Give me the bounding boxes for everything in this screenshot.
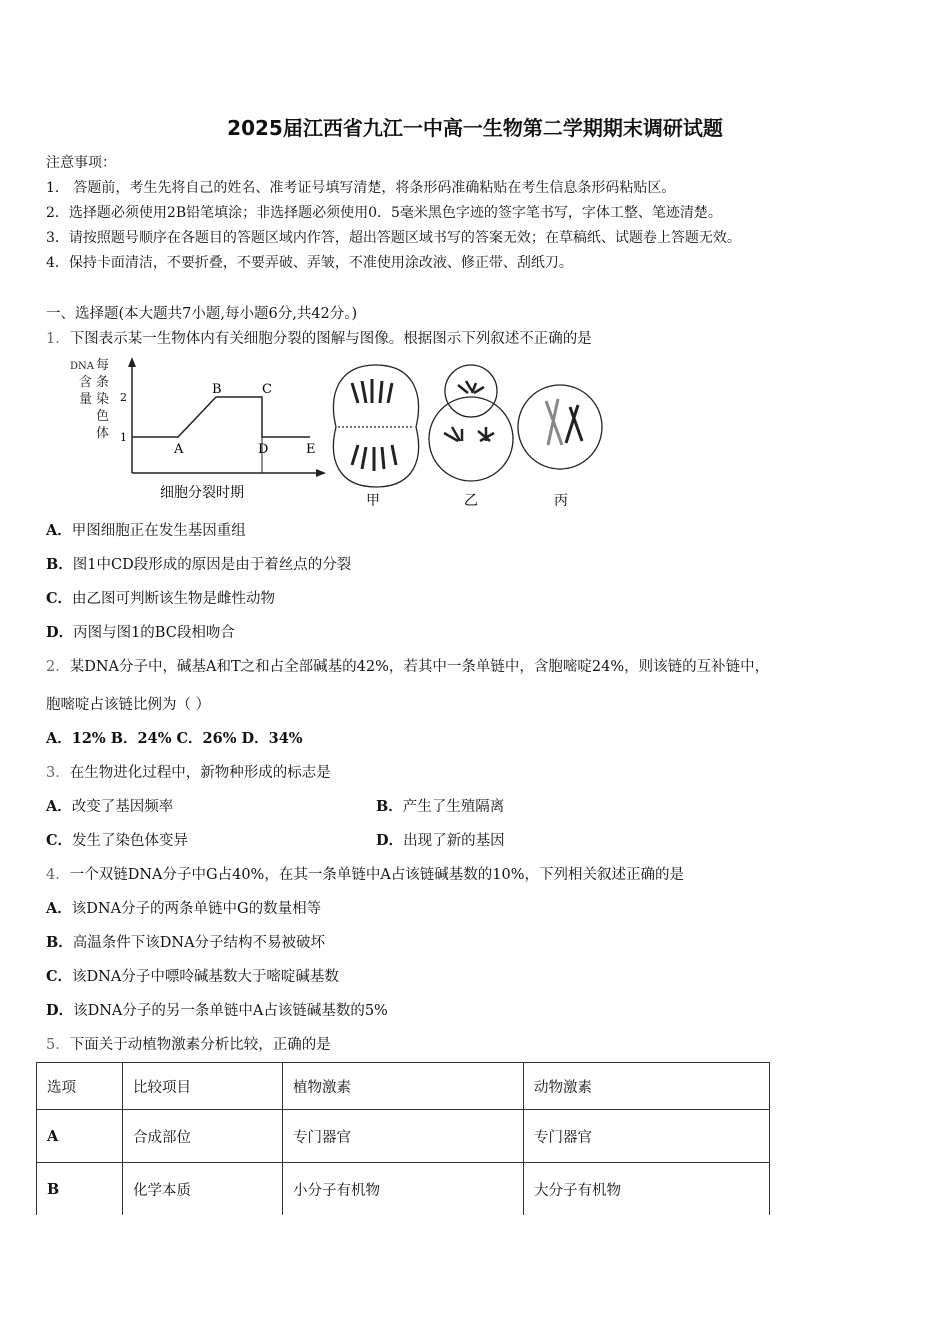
table-cell: 大分子有机物	[524, 1163, 770, 1216]
notes-item: 2．选择题必须使用2B铅笔填涂；非选择题必须使用0．5毫米黑色字迹的签字笔书写，字体工整、笔迹清楚。	[46, 205, 722, 221]
cell-label: 乙	[464, 493, 478, 509]
question-2-stem-cont: 胞嘧啶占该链比例为（ ）	[46, 697, 211, 713]
q1-option: D．丙图与图1的BC段相吻合	[46, 624, 235, 641]
question-text: 下图表示某一生物体内有关细胞分裂的图解与图像。根据图示下列叙述不正确的是	[69, 331, 592, 347]
table-header-cell: 植物激素	[283, 1063, 524, 1110]
q4-option: B．高温条件下该DNA分子结构不易被破坏	[46, 934, 326, 951]
table-header-cell: 动物激素	[524, 1063, 770, 1110]
notes-heading: 注意事项：	[46, 155, 116, 171]
y-tick-2: 2	[120, 391, 127, 404]
point-label: E	[306, 442, 316, 457]
table-cell: 合成部位	[123, 1110, 283, 1163]
table-cell: A	[37, 1110, 123, 1163]
question-1-stem	[46, 327, 592, 348]
svg-text:每: 每	[96, 358, 110, 373]
q3-option: D．出现了新的基因	[376, 832, 505, 849]
y-tick-1: 1	[120, 431, 127, 444]
svg-text:量: 量	[79, 392, 93, 407]
section-heading: 一、选择题(本大题共7小题,每小题6分,共42分。)	[46, 306, 358, 322]
question-number: 5．	[46, 1037, 70, 1053]
table-cell: B	[37, 1163, 123, 1216]
notes-item: 4．保持卡面清洁，不要折叠，不要弄破、弄皱，不准使用涂改液、修正带、刮纸刀。	[46, 255, 573, 271]
table-row	[37, 1110, 770, 1163]
hormone-comparison-table	[36, 1062, 770, 1215]
question-number: 4．	[46, 867, 70, 883]
point-label: B	[212, 382, 222, 397]
table-row	[37, 1163, 770, 1216]
table-header-cell: 比较项目	[123, 1063, 283, 1110]
table-header-cell: 选项	[37, 1063, 123, 1110]
cell-bing-image	[518, 385, 602, 469]
cell-label: 丙	[554, 493, 568, 509]
q3-option: A．改变了基因频率	[46, 798, 174, 815]
y-axis-arrow-icon	[128, 357, 136, 367]
question-3-stem	[46, 761, 331, 782]
notes-item: 1． 答题前，考生先将自己的姓名、准考证号填写清楚，将条形码准确粘贴在考生信息条形码粘贴区。	[46, 180, 676, 196]
q1-option: A．甲图细胞正在发生基因重组	[46, 522, 246, 539]
svg-text:色: 色	[96, 409, 110, 424]
svg-text:体: 体	[96, 426, 110, 441]
question-4-stem	[46, 863, 684, 884]
question-2-stem	[46, 655, 769, 676]
table-header-row	[37, 1063, 770, 1110]
graph-xlabel: 细胞分裂时期	[160, 485, 244, 501]
question-number: 1．	[46, 331, 70, 347]
x-axis-arrow-icon	[316, 469, 326, 477]
svg-text:含: 含	[79, 375, 93, 390]
point-label: C	[262, 382, 272, 397]
page-title: 2025届江西省九江一中高一生物第二学期期末调研试题	[227, 116, 723, 140]
question-text: 下面关于动植物激素分析比较，正确的是	[69, 1037, 331, 1053]
cell-division-figure	[66, 355, 606, 513]
question-text: 某DNA分子中，碱基A和T之和占全部碱基的42%，若其中一条单链中，含胞嘧啶24%，则该链的互补链中，	[69, 659, 770, 675]
q4-option: D．该DNA分子的另一条单链中A占该链碱基数的5%	[46, 1002, 388, 1019]
question-text: 在生物进化过程中，新物种形成的标志是	[69, 765, 331, 781]
svg-text:染: 染	[96, 392, 110, 407]
cell-label: 甲	[366, 493, 380, 509]
q3-option: B．产生了生殖隔离	[376, 798, 505, 815]
table-cell: 化学本质	[123, 1163, 283, 1216]
q4-option: A．该DNA分子的两条单链中G的数量相等	[46, 900, 322, 917]
notes-item: 3．请按照题号顺序在各题目的答题区域内作答，超出答题区域书写的答案无效；在草稿纸、试题卷上答题无效。	[46, 230, 741, 246]
question-5-stem	[46, 1033, 331, 1054]
table-cell: 专门器官	[524, 1110, 770, 1163]
q4-option: C．该DNA分子中嘌呤碱基数大于嘧啶碱基数	[46, 968, 339, 985]
question-text: 一个双链DNA分子中G占40%，在其一条单链中A占该链碱基数的10%，下列相关叙述正确的是	[69, 867, 685, 883]
graph-ylabel	[70, 358, 109, 441]
point-label: A	[174, 442, 184, 457]
table-cell: 专门器官	[283, 1110, 524, 1163]
q3-option: C．发生了染色体变异	[46, 832, 189, 849]
q1-option: B．图1中CD段形成的原因是由于着丝点的分裂	[46, 556, 352, 573]
cell-yi-image	[429, 365, 513, 481]
table-cell: 小分子有机物	[283, 1163, 524, 1216]
dna-content-curve	[132, 397, 310, 437]
question-number: 3．	[46, 765, 70, 781]
svg-text:条: 条	[96, 375, 110, 390]
svg-text:DNA: DNA	[70, 361, 94, 372]
q1-option: C．由乙图可判断该生物是雌性动物	[46, 590, 276, 607]
point-label: D	[258, 442, 269, 457]
question-number: 2．	[46, 659, 70, 675]
cell-jia-image	[333, 365, 418, 487]
q2-options: A．12% B．24% C．26% D．34%	[46, 730, 303, 747]
